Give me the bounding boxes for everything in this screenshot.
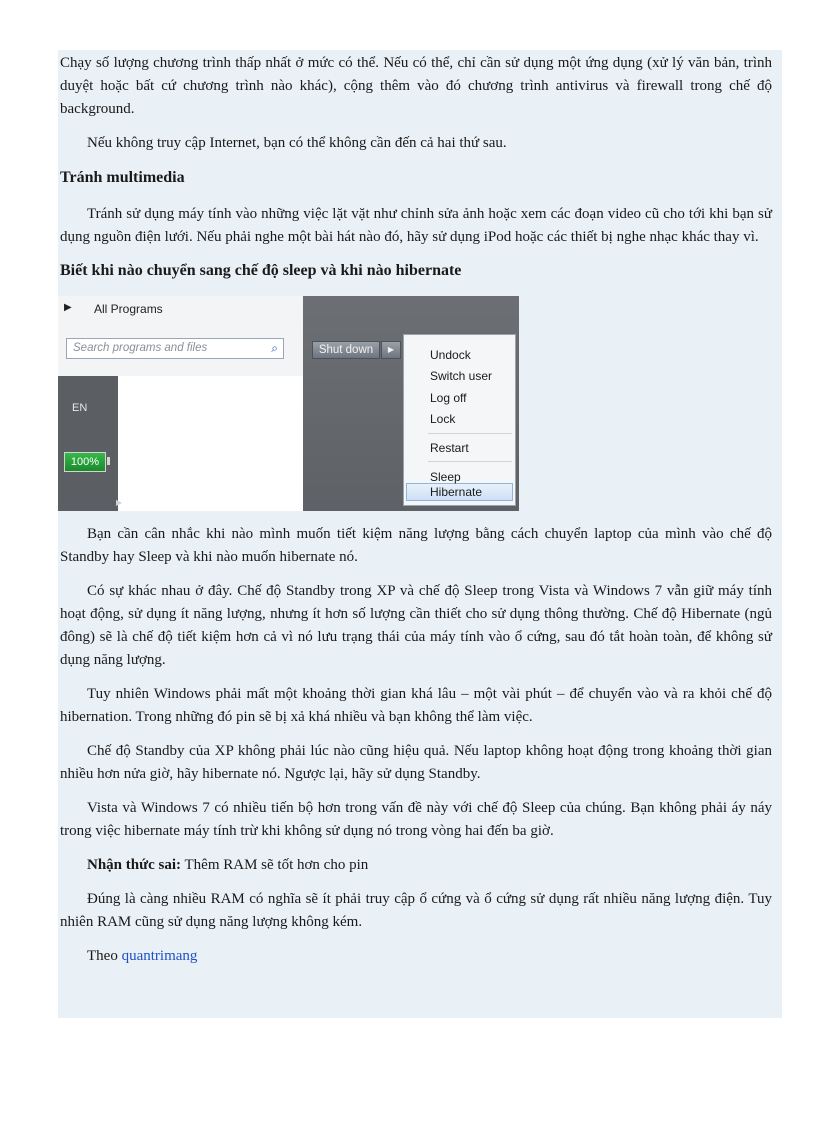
- paragraph: Bạn cần cân nhắc khi nào mình muốn tiết kiệm năng lượng bằng cách chuyển laptop của mình vào chế độ Standby hay Sleep và khi nào muốn hibernate nó.: [60, 526, 772, 565]
- misconception-label: Nhận thức sai:: [87, 857, 182, 873]
- paragraph: Đúng là càng nhiều RAM có nghĩa sẽ ít phải truy cập ổ cứng và ổ cứng sử dụng rất nhiều năng lượng điện. Tuy nhiên RAM cũng sử dụng năng lượng không kém.: [60, 891, 772, 930]
- battery-indicator: 100%: [64, 452, 106, 472]
- chevron-right-icon: ▶: [116, 498, 123, 507]
- misconception-text: Thêm RAM sẽ tốt hơn cho pin: [181, 857, 369, 873]
- paragraph: Chế độ Standby của XP không phải lúc nào cũng hiệu quả. Nếu laptop không hoạt động trong khoảng thời gian nhiều hơn nửa giờ, hãy hibernate nó. Ngược lại, hãy sử dụng Standby.: [60, 743, 772, 782]
- menu-separator: [428, 433, 512, 434]
- search-icon[interactable]: ⌕: [271, 341, 278, 355]
- article-body: [58, 50, 782, 1018]
- paragraph: Chạy số lượng chương trình thấp nhất ở mức có thể. Nếu có thể, chỉ cần sử dụng một ứng dụng (xử lý văn bản, trình duyệt hoặc bất cứ chương trình nào khác), cộng thêm vào đó chương trình antivirus và firewall trong chế độ background.: [60, 55, 772, 117]
- menu-item-log-off[interactable]: Log off: [430, 391, 467, 405]
- search-input[interactable]: Search programs and files: [73, 342, 208, 354]
- language-indicator: EN: [72, 402, 88, 414]
- source-link[interactable]: quantrimang: [121, 948, 198, 964]
- menu-item-switch-user[interactable]: Switch user: [430, 369, 493, 383]
- paragraph: Tuy nhiên Windows phải mất một khoảng thời gian khá lâu – một vài phút – để chuyển vào và ra khỏi chế độ hibernation. Trong những đó pin sẽ bị xả khá nhiều và bạn không thể làm việc.: [60, 686, 772, 725]
- menu-item-sleep[interactable]: Sleep: [430, 470, 461, 484]
- all-programs-link[interactable]: All Programs: [94, 302, 163, 316]
- menu-item-undock[interactable]: Undock: [430, 348, 471, 362]
- paragraph: Có sự khác nhau ở đây. Chế độ Standby trong XP và chế độ Sleep trong Vista và Windows 7 vẫn giữ máy tính hoạt động, sử dụng ít năng lượng, nhưng ít hơn số lượng cần thiết cho sử dụng thông thường. Chế độ Hibernate (ngủ đông) sẽ là chế độ tiết kiệm hơn cả vì nó lưu trạng thái của máy tính vào ổ cứng, sau đó tắt hoàn toàn, để không sử dụng năng lượng.: [60, 583, 772, 668]
- heading-sleep-hibernate: Biết khi nào chuyển sang chế độ sleep và khi nào hibernate: [60, 262, 462, 279]
- shutdown-options-arrow-icon[interactable]: ▶: [381, 341, 401, 359]
- side-strip: [58, 376, 118, 511]
- search-box[interactable]: [66, 338, 284, 359]
- menu-item-lock[interactable]: Lock: [430, 412, 456, 426]
- menu-separator: [428, 461, 512, 462]
- source-line: [60, 945, 772, 968]
- paragraph: Tránh sử dụng máy tính vào những việc lặt vặt như chỉnh sửa ảnh hoặc xem các đoạn video cũ cho tới khi bạn sử dụng nguồn điện lưới. Nếu phải nghe một bài hát nào đó, hãy sử dụng iPod hoặc các thiết bị nghe nhạc khác thay vì.: [60, 206, 772, 245]
- paragraph: Vista và Windows 7 có nhiều tiến bộ hơn trong vấn đề này với chế độ Sleep của chúng. Bạn không phải áy náy trong việc hibernate máy tính trừ khi không sử dụng nó trong vòng hai đến ba giờ.: [60, 800, 772, 839]
- paragraph: Nếu không truy cập Internet, bạn có thể không cần đến cả hai thứ sau.: [87, 135, 507, 151]
- triangle-right-icon: ▶: [64, 302, 72, 313]
- battery-tip: [107, 457, 110, 465]
- start-menu-blank-area: [118, 376, 303, 511]
- shutdown-menu: [403, 334, 516, 506]
- misconception-line: [60, 854, 772, 877]
- start-menu-screenshot: [58, 296, 519, 511]
- menu-item-hibernate[interactable]: Hibernate: [430, 485, 483, 499]
- menu-item-restart[interactable]: Restart: [430, 441, 469, 455]
- heading-multimedia: Tránh multimedia: [60, 169, 185, 186]
- source-prefix: Theo: [87, 948, 122, 964]
- shutdown-button[interactable]: Shut down: [312, 341, 380, 359]
